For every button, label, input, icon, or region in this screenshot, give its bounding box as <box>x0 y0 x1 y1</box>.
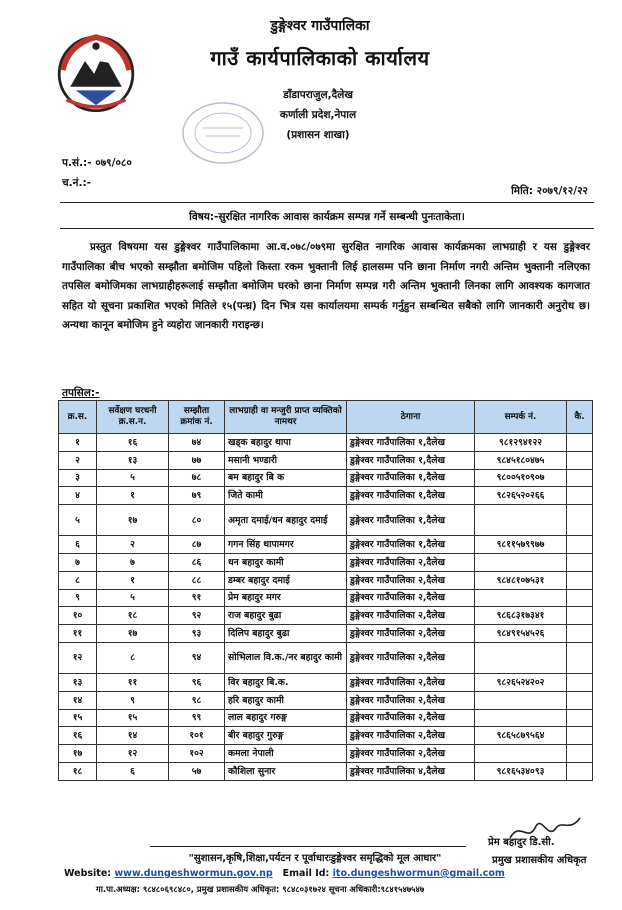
survey-no-cell: १२ <box>97 745 169 763</box>
table-row <box>59 709 593 727</box>
contact-cell: ९८२६५२०२६६ <box>475 487 567 505</box>
address-cell: डुङ्गेश्वर गाउँपालिका २,दैलेख <box>347 745 475 763</box>
remarks-cell <box>567 691 593 709</box>
address-cell: डुङ्गेश्वर गाउँपालिका १,दैलेख <box>347 469 475 487</box>
address-cell: डुङ्गेश्वर गाउँपालिका २,दैलेख <box>347 571 475 589</box>
agreement-no-cell: ९३ <box>169 625 225 643</box>
remarks-cell <box>567 487 593 505</box>
website-label: Website: <box>64 868 112 879</box>
office-address-1: डाँडापराजुल,दैलेख <box>283 89 353 101</box>
name-cell: कमला नेपाली <box>225 745 347 763</box>
address-cell: डुङ्गेश्वर गाउँपालिका २,दैलेख <box>347 642 475 673</box>
nepal-emblem-icon <box>50 26 142 118</box>
municipality-name: डुङ्गेश्वर गाउँपालिका <box>270 18 370 34</box>
letter-date: मिति: २०७९/१२/२२ <box>511 185 588 197</box>
contact-cell: ९८६८३१७३४१ <box>475 607 567 625</box>
remarks-cell <box>567 673 593 691</box>
header-col-contact: सम्पर्क नं. <box>475 401 567 434</box>
survey-no-cell: १८ <box>97 607 169 625</box>
name-cell: अमृता दमाई/धन बहादुर दमाई <box>225 505 347 536</box>
table-row <box>59 536 593 554</box>
email-label: Email Id: <box>282 868 330 879</box>
remarks-cell <box>567 553 593 571</box>
name-cell: हरि बहादुर कामी <box>225 691 347 709</box>
list-title: तपसिल:- <box>62 387 100 399</box>
serial-cell: ३ <box>59 469 97 487</box>
contact-cell <box>475 553 567 571</box>
footer-contact: गा.पा.अध्यक्ष: ९८४८०६९८४८०, प्रमुख प्रशासकीय अधिकृत: ९८४८०३१७२४ सूचना अधिकारी:९८४१५४७५४७ <box>96 884 425 894</box>
table-row <box>59 625 593 643</box>
survey-no-cell: १ <box>97 571 169 589</box>
contact-cell <box>475 691 567 709</box>
agreement-no-cell: ९८ <box>169 691 225 709</box>
header-col-survey-no: सर्वेक्षण घरधनी क्र.स.न. <box>97 401 169 434</box>
contact-cell: ९८००५१०९०७ <box>475 469 567 487</box>
contact-cell <box>475 589 567 607</box>
name-cell: कौशिला सुनार <box>225 762 347 780</box>
name-cell: बम बहादुर बि क <box>225 469 347 487</box>
agreement-no-cell: ९१ <box>169 589 225 607</box>
contact-cell: ९८१६५३४०९३ <box>475 762 567 780</box>
address-cell: डुङ्गेश्वर गाउँपालिका २,दैलेख <box>347 673 475 691</box>
address-cell: डुङ्गेश्वर गाउँपालिका १,दैलेख <box>347 451 475 469</box>
survey-no-cell: ११ <box>97 673 169 691</box>
name-cell: मसानी भण्डारी <box>225 451 347 469</box>
remarks-cell <box>567 625 593 643</box>
table-row <box>59 607 593 625</box>
table-row <box>59 691 593 709</box>
survey-no-cell: १७ <box>97 505 169 536</box>
survey-no-cell: ७ <box>97 553 169 571</box>
table-row <box>59 505 593 536</box>
address-cell: डुङ्गेश्वर गाउँपालिका १,दैलेख <box>347 434 475 452</box>
office-address-2: कर्णाली प्रदेश,नेपाल <box>279 109 357 121</box>
contact-cell: ९८६५८७९५६४ <box>475 727 567 745</box>
serial-cell: १३ <box>59 673 97 691</box>
survey-no-cell: १६ <box>97 434 169 452</box>
remarks-cell <box>567 469 593 487</box>
serial-cell: १५ <box>59 709 97 727</box>
divider <box>60 202 594 203</box>
serial-cell: ५ <box>59 505 97 536</box>
serial-cell: १७ <box>59 745 97 763</box>
header-col-address: ठेगाना <box>347 401 475 434</box>
remarks-cell <box>567 642 593 673</box>
remarks-cell <box>567 434 593 452</box>
survey-no-cell: १५ <box>97 709 169 727</box>
footer-slogan: "सुशासन,कृषि,शिक्षा,पर्यटन र पूर्वाधारःडुङ्गेश्वर समृद्धिको मूल आधार" <box>188 853 442 864</box>
contact-cell <box>475 709 567 727</box>
agreement-no-cell: ७४ <box>169 434 225 452</box>
name-cell: प्रेम बहादुर मगर <box>225 589 347 607</box>
serial-cell: ७ <box>59 553 97 571</box>
contact-cell: ९८१२९४१२२ <box>475 434 567 452</box>
subject-line: विषय:-सुरक्षित नागरिक आवास कार्यक्रम सम्पन्न गर्ने सम्बन्धी पुनःताकेता। <box>189 211 465 223</box>
header-col-agreement-no: सम्झौता क्रमांक नं. <box>169 401 225 434</box>
table-row <box>59 469 593 487</box>
office-title: गाउँ कार्यपालिकाको कार्यालय <box>210 46 430 70</box>
name-cell: जिते कामी <box>225 487 347 505</box>
divider <box>60 228 594 229</box>
name-cell: गगन सिंह थापामगर <box>225 536 347 554</box>
serial-cell: १० <box>59 607 97 625</box>
serial-cell: १२ <box>59 642 97 673</box>
address-cell: डुङ्गेश्वर गाउँपालिका २,दैलेख <box>347 589 475 607</box>
survey-no-cell: ८ <box>97 642 169 673</box>
serial-cell: ११ <box>59 625 97 643</box>
contact-cell <box>475 505 567 536</box>
agreement-no-cell: ८६ <box>169 553 225 571</box>
address-cell: डुङ्गेश्वर गाउँपालिका १,दैलेख <box>347 505 475 536</box>
agreement-no-cell: ९६ <box>169 673 225 691</box>
remarks-cell <box>567 762 593 780</box>
agreement-no-cell: ९२ <box>169 607 225 625</box>
remarks-cell <box>567 451 593 469</box>
survey-no-cell: १४ <box>97 727 169 745</box>
agreement-no-cell: ९९ <box>169 709 225 727</box>
survey-no-cell: १७ <box>97 625 169 643</box>
remarks-cell <box>567 709 593 727</box>
agreement-no-cell: १०१ <box>169 727 225 745</box>
table-row <box>59 434 593 452</box>
contact-cell: ९८४८१०७५३१ <box>475 571 567 589</box>
office-stamp-icon <box>178 98 268 168</box>
serial-cell: १८ <box>59 762 97 780</box>
address-cell: डुङ्गेश्वर गाउँपालिका २,दैलेख <box>347 727 475 745</box>
address-cell: डुङ्गेश्वर गाउँपालिका ४,दैलेख <box>347 762 475 780</box>
survey-no-cell: ५ <box>97 469 169 487</box>
divider <box>150 846 466 847</box>
website-link[interactable]: www.dungeshwormun.gov.np <box>114 868 273 879</box>
contact-cell: ९८२६५२४२०२ <box>475 673 567 691</box>
name-cell: धन बहादुर कामी <box>225 553 347 571</box>
header-col-beneficiary-name: लाभग्राही वा मन्जुरी प्राप्त व्यक्तिको नामथर <box>225 401 347 434</box>
remarks-cell <box>567 571 593 589</box>
survey-no-cell: ६ <box>97 762 169 780</box>
name-cell: खड्क बहादुर थापा <box>225 434 347 452</box>
survey-no-cell: १३ <box>97 451 169 469</box>
beneficiary-table <box>58 400 593 781</box>
agreement-no-cell: ८७ <box>169 536 225 554</box>
remarks-cell <box>567 745 593 763</box>
agreement-no-cell: ९४ <box>169 642 225 673</box>
address-cell: डुङ्गेश्वर गाउँपालिका १,दैलेख <box>347 536 475 554</box>
address-cell: डुङ्गेश्वर गाउँपालिका २,दैलेख <box>347 709 475 727</box>
survey-no-cell: ९ <box>97 691 169 709</box>
address-cell: डुङ्गेश्वर गाउँपालिका २,दैलेख <box>347 625 475 643</box>
agreement-no-cell: ८० <box>169 505 225 536</box>
table-row <box>59 571 593 589</box>
survey-no-cell: ५ <box>97 589 169 607</box>
email-link[interactable]: ito.dungeshwormun@gmail.com <box>332 868 505 879</box>
table-row <box>59 727 593 745</box>
agreement-no-cell: ५७ <box>169 762 225 780</box>
remarks-cell <box>567 536 593 554</box>
name-cell: सोभिलाल वि.क./नर बहादुर कामी <box>225 642 347 673</box>
name-cell: दिलिप बहादुर बुढा <box>225 625 347 643</box>
signatory-title: प्रमुख प्रशासकीय अधिकृत <box>492 855 587 866</box>
contact-cell <box>475 745 567 763</box>
serial-cell: १६ <box>59 727 97 745</box>
footer-web <box>64 868 505 879</box>
table-header-row <box>59 401 593 434</box>
agreement-no-cell: ८८ <box>169 571 225 589</box>
header-col-serial: क्र.स. <box>59 401 97 434</box>
address-cell: डुङ्गेश्वर गाउँपालिका २,दैलेख <box>347 607 475 625</box>
contact-cell <box>475 642 567 673</box>
agreement-no-cell: ७८ <box>169 469 225 487</box>
name-cell: लाल बहादुर गरुङ्ग <box>225 709 347 727</box>
table-row <box>59 762 593 780</box>
header-col-remarks: कै. <box>567 401 593 434</box>
remarks-cell <box>567 607 593 625</box>
address-cell: डुङ्गेश्वर गाउँपालिका १,दैलेख <box>347 487 475 505</box>
serial-cell: ४ <box>59 487 97 505</box>
serial-cell: १४ <box>59 691 97 709</box>
office-section: (प्रशासन शाखा) <box>286 129 350 141</box>
signatory-name: प्रेम बहादुर डि.सी. <box>488 837 555 848</box>
contact-cell: ९८४५१८०४७५ <box>475 451 567 469</box>
serial-cell: २ <box>59 451 97 469</box>
table-row <box>59 487 593 505</box>
remarks-cell <box>567 505 593 536</box>
name-cell: राज बहादुर बुढा <box>225 607 347 625</box>
survey-no-cell: २ <box>97 536 169 554</box>
address-cell: डुङ्गेश्वर गाउँपालिका २,दैलेख <box>347 691 475 709</box>
serial-cell: १ <box>59 434 97 452</box>
agreement-no-cell: १०२ <box>169 745 225 763</box>
name-cell: विर बहादुर बि.क. <box>225 673 347 691</box>
survey-no-cell: १ <box>97 487 169 505</box>
remarks-cell <box>567 589 593 607</box>
table-row <box>59 673 593 691</box>
notice-body: प्रस्तुत विषयमा यस डुङ्गेश्वर गाउँपालिकामा आ.व.०७८/०७९मा सुरक्षित नागरिक आवास कार्यक्रमका लाभग्राही र यस डुङ्गेश्वर गाउँपालिका बीच भएको सम्झौता बमोजिम पहिलो किस्ता रकम भुक्तानी लिई हालसम्म पनि छाना निर्माण नगरी अन्तिम भुक्तानी नलिएका तपसिल बमोजिमका लाभग्राहीहरूलाई सम्झौता बमोजिम घरको छाना निर्माण सम्पन्न गरी अन्तिम भुक्तानी लिनका लागि आवश्यक कागजात सहित यो सूचना प्रकाशित भएको मितिले १५(पन्ध्र) दिन भित्र यस कार्यालयमा सम्पर्क गर्नुहुन सम्बन्धित सबैको लागि जानकारी अनुरोध छ। अन्यथा कानून बमोजिम हुने व्यहोरा जानकारी गराइन्छ। <box>62 241 590 332</box>
table-row <box>59 745 593 763</box>
address-cell: डुङ्गेश्वर गाउँपालिका २,दैलेख <box>347 553 475 571</box>
letter-number: प.सं.:- ०७९/०८० <box>62 157 132 169</box>
serial-cell: ८ <box>59 571 97 589</box>
contact-cell: ९८११५७९९७७ <box>475 536 567 554</box>
agreement-no-cell: ७७ <box>169 451 225 469</box>
table-row <box>59 642 593 673</box>
agreement-no-cell: ७९ <box>169 487 225 505</box>
dispatch-number: च.नं.:- <box>62 177 92 189</box>
remarks-cell <box>567 727 593 745</box>
table-row <box>59 589 593 607</box>
contact-cell: ९८४९१५४५२६ <box>475 625 567 643</box>
name-cell: डम्बर बहादुर दमाई <box>225 571 347 589</box>
name-cell: बीर बहादुर गुरुङ्ग <box>225 727 347 745</box>
serial-cell: ९ <box>59 589 97 607</box>
table-row <box>59 451 593 469</box>
table-row <box>59 553 593 571</box>
serial-cell: ६ <box>59 536 97 554</box>
